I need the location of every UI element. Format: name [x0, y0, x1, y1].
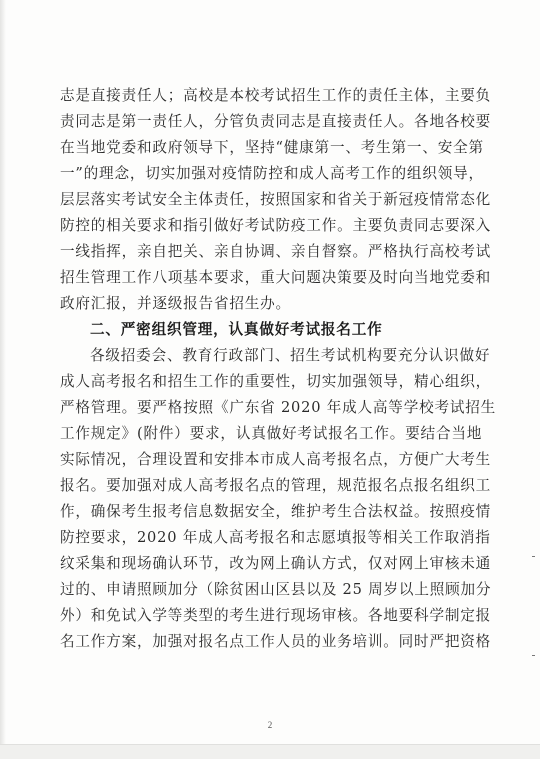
- section-heading: 二、严密组织管理，认真做好考试报名工作: [90, 321, 383, 338]
- paragraph-line: 防控要求，2020 年成人高考报名和志愿填报等相关工作取消指: [60, 529, 491, 546]
- paragraph-line: 在当地党委和政府领导下，坚持“健康第一、考生第一、安全第: [60, 139, 484, 156]
- paragraph-line: 一线指挥，亲自把关、亲自协调、亲自督察。严格执行高校考试: [60, 243, 492, 260]
- page-number: 2: [267, 720, 273, 730]
- paragraph-line: 名工作方案，加强对报名点工作人员的业务培训。同时严把资格: [60, 633, 492, 650]
- paragraph-line: 志是直接责任人；高校是本校考试招生工作的责任主体，主要负: [60, 87, 492, 104]
- scan-mark: [532, 655, 535, 656]
- paragraph-line: 报名。要加强对成人高考报名点的管理，规范报名点报名组织工: [60, 477, 492, 494]
- paragraph-line: 一”的理念，切实加强对疫情防控和成人高考工作的组织领导，: [60, 165, 484, 182]
- paragraph-line: 招生管理工作八项基本要求，重大问题决策要及时向当地党委和: [60, 269, 492, 286]
- paragraph-line: 外）和免试入学等类型的考生进行现场审核。各地要科学制定报: [60, 607, 492, 624]
- paragraph-line: 纹采集和现场确认环节，改为网上确认方式，仅对网上审核未通: [60, 555, 492, 572]
- paragraph-line: 各级招委会、教育行政部门、招生考试机构要充分认识做好: [90, 347, 491, 364]
- scan-mark: [532, 556, 535, 557]
- paragraph-line: 实际情况，合理设置和安排本市成人高考报名点，方便广大考生: [60, 451, 492, 468]
- page-bottom-edge: [0, 744, 540, 759]
- document-body: [60, 83, 497, 655]
- paragraph-line: 成人高考报名和招生工作的重要性，切实加强领导，精心组织，: [60, 373, 492, 390]
- paragraph-line: 严格管理。要严格按照《广东省 2020 年成人高等学校考试招生: [60, 399, 497, 416]
- paragraph-line: 作，确保考生报考信息数据安全，维护考生合法权益。按照疫情: [60, 503, 492, 520]
- paragraph-line: 层层落实考试安全主体责任，按照国家和省关于新冠疫情常态化: [60, 191, 492, 208]
- paragraph-line: 政府汇报，并逐级报告省招生办。: [60, 295, 291, 312]
- paragraph-line: 工作规定》(附件）要求，认真做好考试报名工作。要结合当地: [60, 425, 483, 442]
- paragraph-line: 防控的相关要求和指引做好考试防疫工作。主要负责同志要深入: [60, 217, 492, 234]
- paragraph-line: 责同志是第一责任人，分管负责同志是直接责任人。各地各校要: [60, 113, 492, 130]
- page-edge-shadow: [0, 0, 6, 759]
- paragraph-line: 过的、申请照顾加分（除贫困山区县以及 25 周岁以上照顾加分: [60, 581, 492, 598]
